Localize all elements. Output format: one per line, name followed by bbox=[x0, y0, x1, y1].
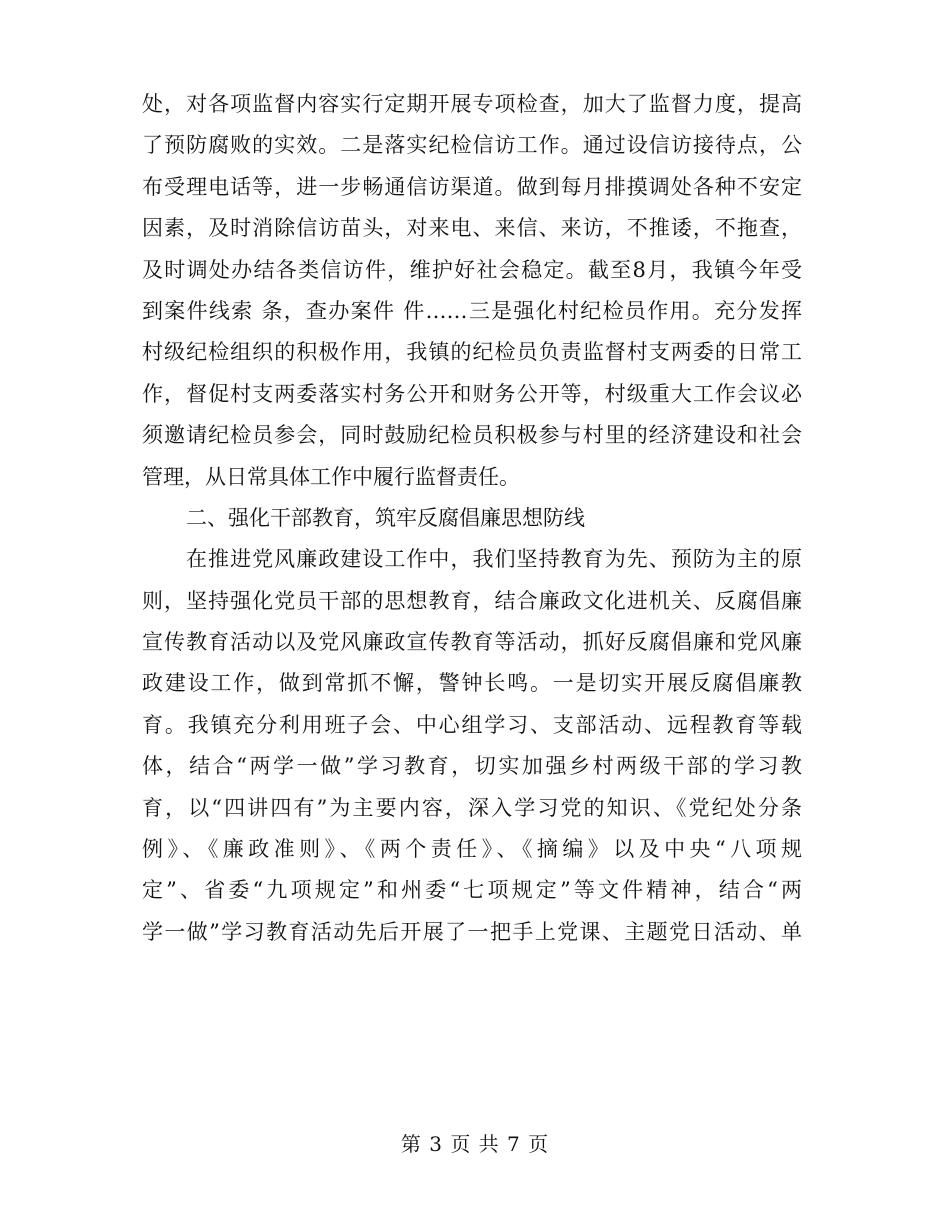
text-line: 在推进党风廉政建设工作中，我们坚持教育为先、预防为主的原 bbox=[186, 547, 802, 572]
text-line: 及时调处办结各类信访件，维护好社会稳定。截至8月，我镇今年受 bbox=[142, 257, 802, 282]
page-footer: 第 3 页 共 7 页 bbox=[400, 1132, 550, 1156]
text-line: 作，督促村支两委落实村务公开和财务公开等，村级重大工作会议必 bbox=[142, 381, 802, 406]
text-line: 则，坚持强化党员干部的思想教育，结合廉政文化进机关、反腐倡廉 bbox=[142, 588, 802, 613]
text-line: 到案件线索 条，查办案件 件……三是强化村纪检员作用。充分发挥 bbox=[142, 298, 802, 323]
text-line: 须邀请纪检员参会，同时鼓励纪检员积极参与村里的经济建设和社会 bbox=[142, 423, 802, 448]
text-line: 处，对各项监督内容实行定期开展专项检查，加大了监督力度，提高 bbox=[142, 92, 802, 116]
text-line: 育。我镇充分利用班子会、中心组学习、支部活动、远程教育等载 bbox=[142, 712, 802, 737]
text-line: 了预防腐败的实效。二是落实纪检信访工作。通过设信访接待点，公 bbox=[142, 133, 802, 158]
text-line: 管理，从日常具体工作中履行监督责任。 bbox=[142, 464, 520, 489]
text-line: 例》、《廉政准则》、《两个责任》、《摘编》以及中央“八项规 bbox=[142, 837, 802, 862]
text-line: 因素，及时消除信访苗头，对来电、来信、来访，不推诿，不拖查， bbox=[142, 216, 802, 241]
text-line: 村级纪检组织的积极作用，我镇的纪检员负责监督村支两委的日常工 bbox=[142, 340, 802, 365]
text-line: 布受理电话等，进一步畅通信访渠道。做到每月排摸调处各种不安定 bbox=[142, 174, 802, 199]
text-line: 定”、省委“九项规定”和州委“七项规定”等文件精神，结合“两 bbox=[142, 878, 802, 903]
document-body bbox=[142, 84, 802, 953]
text-line: 宣传教育活动以及党风廉政宣传教育等活动，抓好反腐倡廉和党风廉 bbox=[142, 630, 802, 655]
text-line: 学一做”学习教育活动先后开展了一把手上党课、主题党日活动、单 bbox=[142, 919, 802, 944]
text-line: 体，结合“两学一做”学习教育，切实加强乡村两级干部的学习教 bbox=[142, 754, 802, 779]
text-line: 政建设工作，做到常抓不懈，警钟长鸣。一是切实开展反腐倡廉教 bbox=[142, 671, 802, 696]
section-heading: 二、强化干部教育，筑牢反腐倡廉思想防线 bbox=[186, 505, 585, 530]
text-line: 育，以“四讲四有”为主要内容，深入学习党的知识、《党纪处分条 bbox=[142, 795, 802, 820]
